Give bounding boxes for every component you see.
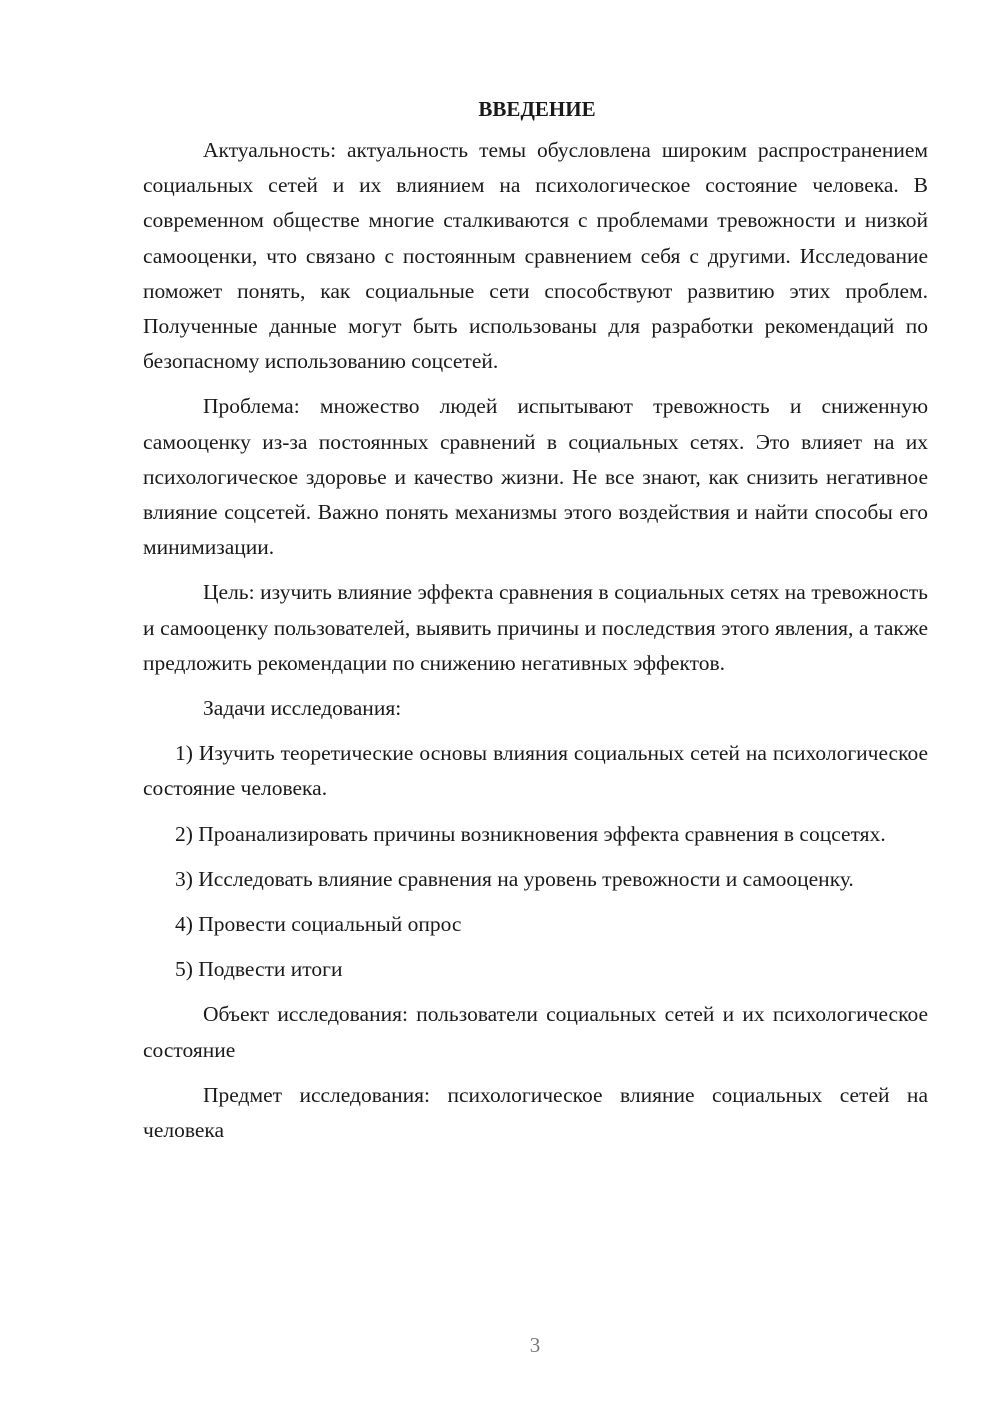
research-object-paragraph: Объект исследования: пользователи социальных сетей и их психологическое состояние (143, 1002, 928, 1062)
document-page (143, 92, 928, 1158)
relevance-paragraph: Актуальность: актуальность темы обусловлена широким распространением социальных сетей и их влиянием на психологическое состояние человека. В современном обществе многие сталкиваются с проблемами тревожности и низкой самооценки, что связано с постоянным сравнением себя с другими. Исследование поможет понять, как социальные сети способствуют развитию этих проблем. Полученные данные могут быть использованы для разработки рекомендаций по безопасному использованию соцсетей. (143, 138, 928, 374)
goal-paragraph: Цель: изучить влияние эффекта сравнения в социальных сетях на тревожность и самооценку пользователей, выявить причины и последствия этого явления, а также предложить рекомендации по снижению негативных эффектов. (143, 580, 928, 675)
task-item: 3) Исследовать влияние сравнения на уровень тревожности и самооценку. (175, 866, 854, 891)
task-item: 4) Провести социальный опрос (175, 912, 462, 937)
task-item: 2) Проанализировать причины возникновения эффекта сравнения в соцсетях. (175, 821, 886, 846)
section-title: ВВЕДЕНИЕ (478, 97, 596, 121)
task-item: 1) Изучить теоретические основы влияния социальных сетей на психологическое состояние человека. (143, 741, 928, 801)
task-item: 5) Подвести итоги (175, 957, 343, 982)
problem-paragraph: Проблема: множество людей испытывают тревожность и сниженную самооценку из-за постоянных сравнений в социальных сетях. Это влияет на их психологическое здоровье и качество жизни. Не все знают, как снизить негативное влияние соцсетей. Важно понять механизмы этого воздействия и найти способы его минимизации. (143, 394, 928, 560)
page-number: 3 (529, 1333, 541, 1357)
research-subject-paragraph: Предмет исследования: психологическое влияние социальных сетей на человека (143, 1082, 928, 1143)
tasks-heading: Задачи исследования: (203, 696, 402, 721)
